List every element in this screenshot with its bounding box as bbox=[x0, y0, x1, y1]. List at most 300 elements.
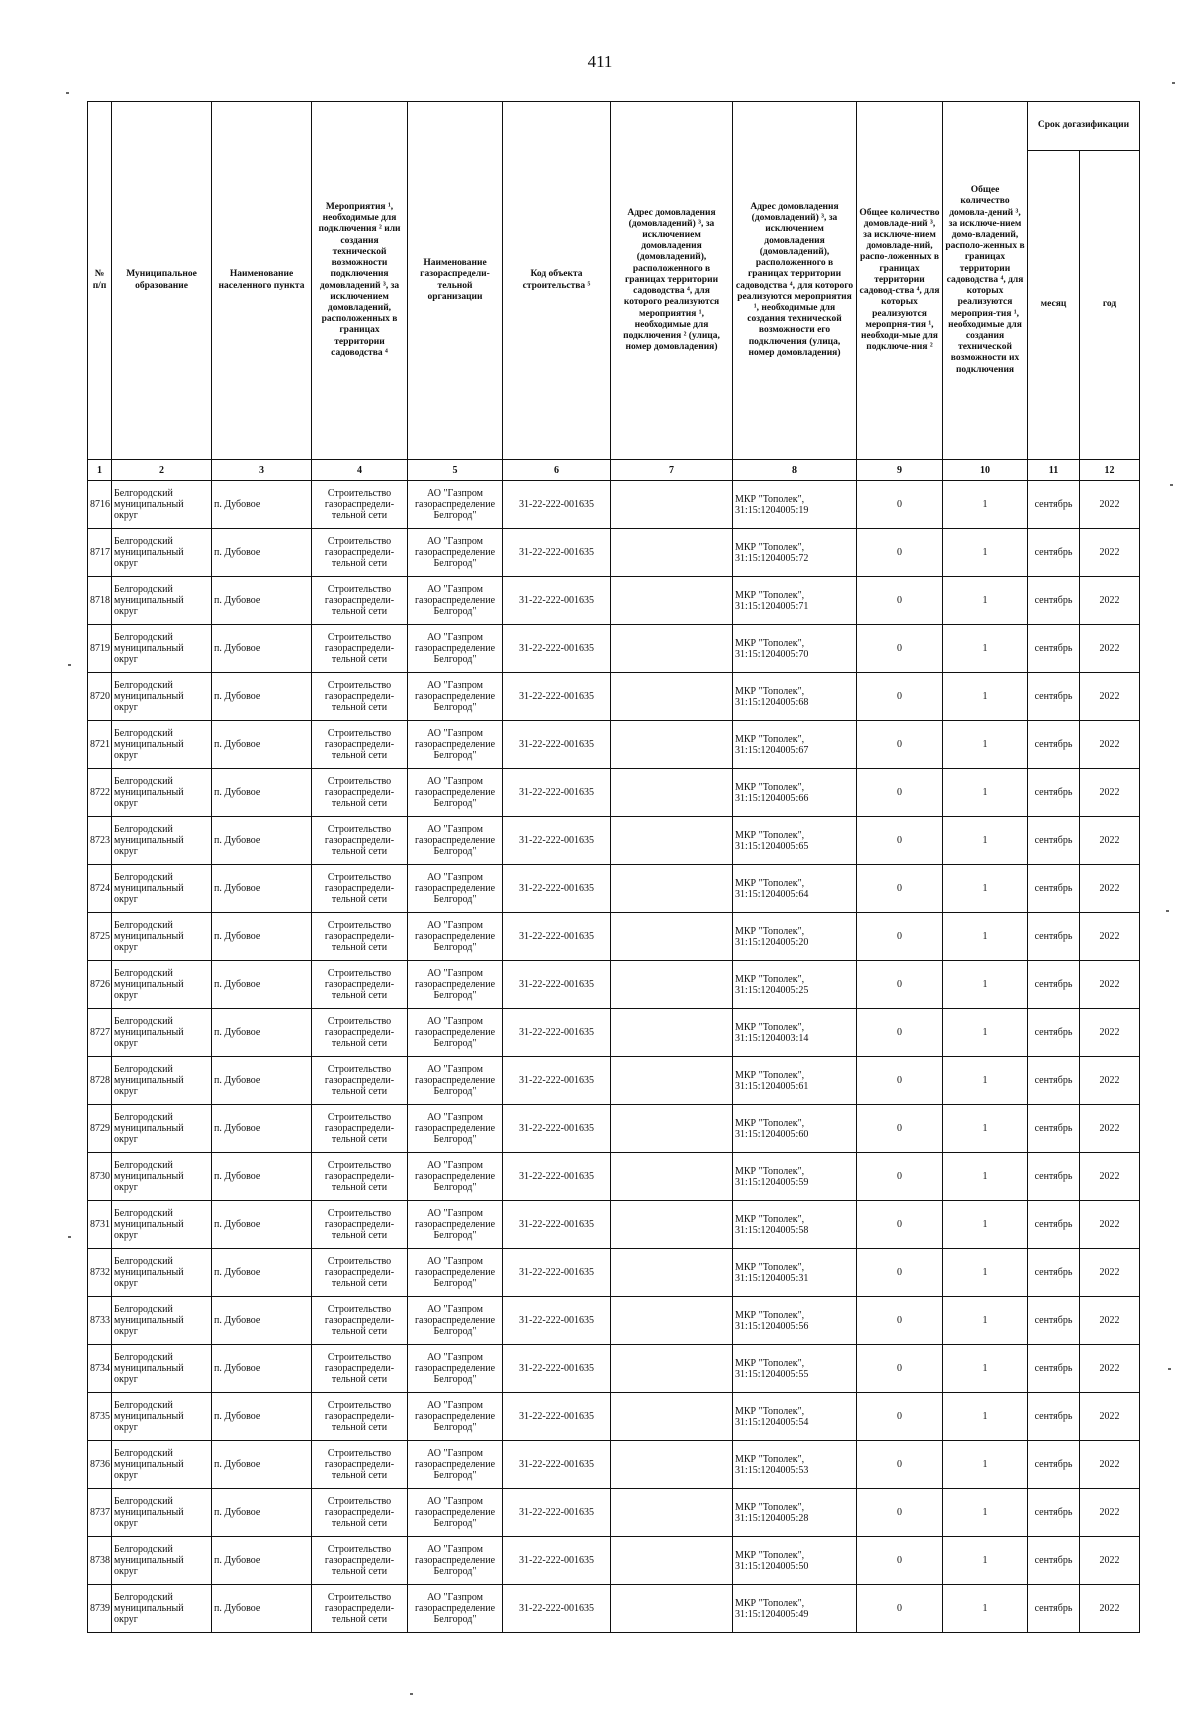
address-connection-cell bbox=[611, 1057, 733, 1105]
settlement-cell: п. Дубовое bbox=[212, 1489, 312, 1537]
header-settlement: Наименование населенного пункта bbox=[212, 102, 312, 460]
scan-speck bbox=[68, 1236, 71, 1238]
gas-organization-cell: АО "Газпром газораспределение Белгород" bbox=[408, 865, 503, 913]
measure-cell: Строительство газораспредели-тельной сети bbox=[312, 625, 408, 673]
address-connection-cell bbox=[611, 961, 733, 1009]
year-cell: 2022 bbox=[1080, 1105, 1140, 1153]
gas-organization-cell: АО "Газпром газораспределение Белгород" bbox=[408, 1537, 503, 1585]
month-cell: сентябрь bbox=[1028, 961, 1080, 1009]
municipality-cell: Белгородский муниципальный округ bbox=[112, 1153, 212, 1201]
address-technical-cell: МКР "Тополек", 31:15:1204005:53 bbox=[733, 1441, 857, 1489]
municipality-cell: Белгородский муниципальный округ bbox=[112, 1585, 212, 1633]
count-technical-cell: 1 bbox=[943, 625, 1028, 673]
settlement-cell: п. Дубовое bbox=[212, 1441, 312, 1489]
settlement-cell: п. Дубовое bbox=[212, 577, 312, 625]
address-connection-cell bbox=[611, 1537, 733, 1585]
month-cell: сентябрь bbox=[1028, 1297, 1080, 1345]
year-cell: 2022 bbox=[1080, 1585, 1140, 1633]
gas-organization-cell: АО "Газпром газораспределение Белгород" bbox=[408, 1441, 503, 1489]
scan-speck bbox=[66, 92, 69, 94]
count-connection-cell: 0 bbox=[857, 913, 943, 961]
address-technical-cell: МКР "Тополек", 31:15:1204005:71 bbox=[733, 577, 857, 625]
settlement-cell: п. Дубовое bbox=[212, 625, 312, 673]
year-cell: 2022 bbox=[1080, 577, 1140, 625]
municipality-cell: Белгородский муниципальный округ bbox=[112, 1537, 212, 1585]
count-connection-cell: 0 bbox=[857, 1153, 943, 1201]
month-cell: сентябрь bbox=[1028, 673, 1080, 721]
count-connection-cell: 0 bbox=[857, 865, 943, 913]
address-technical-cell: МКР "Тополек", 31:15:1204005:67 bbox=[733, 721, 857, 769]
count-technical-cell: 1 bbox=[943, 817, 1028, 865]
month-cell: сентябрь bbox=[1028, 1249, 1080, 1297]
object-code-cell: 31-22-222-001635 bbox=[503, 1057, 611, 1105]
address-connection-cell bbox=[611, 1297, 733, 1345]
gas-organization-cell: АО "Газпром газораспределение Белгород" bbox=[408, 481, 503, 529]
measure-cell: Строительство газораспредели-тельной сети bbox=[312, 481, 408, 529]
header-municipality: Муниципальное образование bbox=[112, 102, 212, 460]
address-technical-cell: МКР "Тополек", 31:15:1204005:66 bbox=[733, 769, 857, 817]
object-code-cell: 31-22-222-001635 bbox=[503, 1297, 611, 1345]
address-connection-cell bbox=[611, 529, 733, 577]
count-technical-cell: 1 bbox=[943, 1105, 1028, 1153]
column-number: 10 bbox=[943, 460, 1028, 481]
object-code-cell: 31-22-222-001635 bbox=[503, 817, 611, 865]
gas-organization-cell: АО "Газпром газораспределение Белгород" bbox=[408, 1489, 503, 1537]
object-code-cell: 31-22-222-001635 bbox=[503, 481, 611, 529]
address-technical-cell: МКР "Тополек", 31:15:1204005:28 bbox=[733, 1489, 857, 1537]
month-cell: сентябрь bbox=[1028, 481, 1080, 529]
gasification-table bbox=[87, 101, 1140, 1633]
gas-organization-cell: АО "Газпром газораспределение Белгород" bbox=[408, 1201, 503, 1249]
object-code-cell: 31-22-222-001635 bbox=[503, 1441, 611, 1489]
month-cell: сентябрь bbox=[1028, 1489, 1080, 1537]
municipality-cell: Белгородский муниципальный округ bbox=[112, 1105, 212, 1153]
measure-cell: Строительство газораспредели-тельной сети bbox=[312, 817, 408, 865]
header-term: Срок догазификации bbox=[1028, 102, 1140, 151]
municipality-cell: Белгородский муниципальный округ bbox=[112, 481, 212, 529]
header-count-connection: Общее количество домовладе-ний ³, за исключе-нием домовладе-ний, распо-ложенных в границах территории садовод-ства ⁴, для которых реализуются меропрня-тия ¹, необходи-мые для подключе-ния ² bbox=[857, 102, 943, 460]
count-technical-cell: 1 bbox=[943, 1057, 1028, 1105]
header-year: год bbox=[1080, 151, 1140, 460]
month-cell: сентябрь bbox=[1028, 1105, 1080, 1153]
column-number: 2 bbox=[112, 460, 212, 481]
column-number: 7 bbox=[611, 460, 733, 481]
table-row bbox=[88, 1537, 1140, 1585]
settlement-cell: п. Дубовое bbox=[212, 1105, 312, 1153]
measure-cell: Строительство газораспредели-тельной сети bbox=[312, 529, 408, 577]
count-technical-cell: 1 bbox=[943, 529, 1028, 577]
count-connection-cell: 0 bbox=[857, 817, 943, 865]
table-row bbox=[88, 673, 1140, 721]
measure-cell: Строительство газораспредели-тельной сети bbox=[312, 673, 408, 721]
year-cell: 2022 bbox=[1080, 625, 1140, 673]
object-code-cell: 31-22-222-001635 bbox=[503, 913, 611, 961]
settlement-cell: п. Дубовое bbox=[212, 1201, 312, 1249]
municipality-cell: Белгородский муниципальный округ bbox=[112, 1249, 212, 1297]
address-technical-cell: МКР "Тополек", 31:15:1204005:70 bbox=[733, 625, 857, 673]
month-cell: сентябрь bbox=[1028, 1537, 1080, 1585]
month-cell: сентябрь bbox=[1028, 529, 1080, 577]
settlement-cell: п. Дубовое bbox=[212, 1057, 312, 1105]
count-connection-cell: 0 bbox=[857, 625, 943, 673]
address-connection-cell bbox=[611, 769, 733, 817]
measure-cell: Строительство газораспредели-тельной сети bbox=[312, 1201, 408, 1249]
settlement-cell: п. Дубовое bbox=[212, 817, 312, 865]
address-technical-cell: МКР "Тополек", 31:15:1204005:19 bbox=[733, 481, 857, 529]
measure-cell: Строительство газораспредели-тельной сети bbox=[312, 769, 408, 817]
count-connection-cell: 0 bbox=[857, 721, 943, 769]
address-connection-cell bbox=[611, 1105, 733, 1153]
row-number: 8718 bbox=[88, 577, 112, 625]
address-technical-cell: МКР "Тополек", 31:15:1204005:31 bbox=[733, 1249, 857, 1297]
count-technical-cell: 1 bbox=[943, 1441, 1028, 1489]
municipality-cell: Белгородский муниципальный округ bbox=[112, 769, 212, 817]
scan-speck bbox=[1170, 484, 1173, 486]
settlement-cell: п. Дубовое bbox=[212, 673, 312, 721]
municipality-cell: Белгородский муниципальный округ bbox=[112, 625, 212, 673]
object-code-cell: 31-22-222-001635 bbox=[503, 673, 611, 721]
table-row bbox=[88, 1585, 1140, 1633]
settlement-cell: п. Дубовое bbox=[212, 1249, 312, 1297]
header-number: № п/п bbox=[88, 102, 112, 460]
table-row bbox=[88, 817, 1140, 865]
address-technical-cell: МКР "Тополек", 31:15:1204005:54 bbox=[733, 1393, 857, 1441]
header-row bbox=[88, 102, 1140, 151]
municipality-cell: Белгородский муниципальный округ bbox=[112, 673, 212, 721]
row-number: 8730 bbox=[88, 1153, 112, 1201]
object-code-cell: 31-22-222-001635 bbox=[503, 625, 611, 673]
count-connection-cell: 0 bbox=[857, 769, 943, 817]
count-connection-cell: 0 bbox=[857, 529, 943, 577]
object-code-cell: 31-22-222-001635 bbox=[503, 865, 611, 913]
measure-cell: Строительство газораспредели-тельной сети bbox=[312, 1105, 408, 1153]
row-number: 8736 bbox=[88, 1441, 112, 1489]
count-technical-cell: 1 bbox=[943, 1585, 1028, 1633]
object-code-cell: 31-22-222-001635 bbox=[503, 1489, 611, 1537]
settlement-cell: п. Дубовое bbox=[212, 481, 312, 529]
column-number: 6 bbox=[503, 460, 611, 481]
gas-organization-cell: АО "Газпром газораспределение Белгород" bbox=[408, 1393, 503, 1441]
year-cell: 2022 bbox=[1080, 1201, 1140, 1249]
gas-organization-cell: АО "Газпром газораспределение Белгород" bbox=[408, 1153, 503, 1201]
settlement-cell: п. Дубовое bbox=[212, 1153, 312, 1201]
measure-cell: Строительство газораспредели-тельной сети bbox=[312, 961, 408, 1009]
row-number: 8735 bbox=[88, 1393, 112, 1441]
object-code-cell: 31-22-222-001635 bbox=[503, 1153, 611, 1201]
settlement-cell: п. Дубовое bbox=[212, 529, 312, 577]
table-row bbox=[88, 1489, 1140, 1537]
count-connection-cell: 0 bbox=[857, 673, 943, 721]
header-gas-organization: Наименование газораспредели-тельной организации bbox=[408, 102, 503, 460]
count-connection-cell: 0 bbox=[857, 1201, 943, 1249]
measure-cell: Строительство газораспредели-тельной сети bbox=[312, 1057, 408, 1105]
gas-organization-cell: АО "Газпром газораспределение Белгород" bbox=[408, 817, 503, 865]
year-cell: 2022 bbox=[1080, 913, 1140, 961]
header-measures: Мероприятия ¹, необходимые для подключения ² или создания технической возможности подключения домовладений ³, за исключением домовладений, расположенных в границах территории садоводства ⁴ bbox=[312, 102, 408, 460]
address-connection-cell bbox=[611, 1249, 733, 1297]
gas-organization-cell: АО "Газпром газораспределение Белгород" bbox=[408, 625, 503, 673]
count-technical-cell: 1 bbox=[943, 1345, 1028, 1393]
address-technical-cell: МКР "Тополек", 31:15:1204005:20 bbox=[733, 913, 857, 961]
object-code-cell: 31-22-222-001635 bbox=[503, 1585, 611, 1633]
year-cell: 2022 bbox=[1080, 673, 1140, 721]
object-code-cell: 31-22-222-001635 bbox=[503, 577, 611, 625]
count-connection-cell: 0 bbox=[857, 1489, 943, 1537]
year-cell: 2022 bbox=[1080, 1057, 1140, 1105]
count-connection-cell: 0 bbox=[857, 1393, 943, 1441]
year-cell: 2022 bbox=[1080, 817, 1140, 865]
object-code-cell: 31-22-222-001635 bbox=[503, 1201, 611, 1249]
address-technical-cell: МКР "Тополек", 31:15:1204005:60 bbox=[733, 1105, 857, 1153]
municipality-cell: Белгородский муниципальный округ bbox=[112, 817, 212, 865]
count-technical-cell: 1 bbox=[943, 721, 1028, 769]
table-row bbox=[88, 1393, 1140, 1441]
municipality-cell: Белгородский муниципальный округ bbox=[112, 913, 212, 961]
row-number: 8739 bbox=[88, 1585, 112, 1633]
count-connection-cell: 0 bbox=[857, 1057, 943, 1105]
count-technical-cell: 1 bbox=[943, 769, 1028, 817]
address-connection-cell bbox=[611, 1489, 733, 1537]
column-number: 11 bbox=[1028, 460, 1080, 481]
count-connection-cell: 0 bbox=[857, 1249, 943, 1297]
row-number: 8716 bbox=[88, 481, 112, 529]
table-row bbox=[88, 769, 1140, 817]
year-cell: 2022 bbox=[1080, 529, 1140, 577]
year-cell: 2022 bbox=[1080, 961, 1140, 1009]
month-cell: сентябрь bbox=[1028, 865, 1080, 913]
settlement-cell: п. Дубовое bbox=[212, 769, 312, 817]
object-code-cell: 31-22-222-001635 bbox=[503, 1393, 611, 1441]
year-cell: 2022 bbox=[1080, 1393, 1140, 1441]
table-row bbox=[88, 1105, 1140, 1153]
count-connection-cell: 0 bbox=[857, 1537, 943, 1585]
count-technical-cell: 1 bbox=[943, 865, 1028, 913]
gas-organization-cell: АО "Газпром газораспределение Белгород" bbox=[408, 1585, 503, 1633]
settlement-cell: п. Дубовое bbox=[212, 913, 312, 961]
month-cell: сентябрь bbox=[1028, 769, 1080, 817]
settlement-cell: п. Дубовое bbox=[212, 865, 312, 913]
row-number: 8732 bbox=[88, 1249, 112, 1297]
object-code-cell: 31-22-222-001635 bbox=[503, 1249, 611, 1297]
count-technical-cell: 1 bbox=[943, 1009, 1028, 1057]
address-connection-cell bbox=[611, 1009, 733, 1057]
scan-speck bbox=[1172, 82, 1175, 84]
municipality-cell: Белгородский муниципальный округ bbox=[112, 1201, 212, 1249]
month-cell: сентябрь bbox=[1028, 1153, 1080, 1201]
gas-organization-cell: АО "Газпром газораспределение Белгород" bbox=[408, 1105, 503, 1153]
year-cell: 2022 bbox=[1080, 1441, 1140, 1489]
address-connection-cell bbox=[611, 625, 733, 673]
year-cell: 2022 bbox=[1080, 1489, 1140, 1537]
address-connection-cell bbox=[611, 1585, 733, 1633]
municipality-cell: Белгородский муниципальный округ bbox=[112, 1393, 212, 1441]
gas-organization-cell: АО "Газпром газораспределение Белгород" bbox=[408, 721, 503, 769]
object-code-cell: 31-22-222-001635 bbox=[503, 1105, 611, 1153]
municipality-cell: Белгородский муниципальный округ bbox=[112, 577, 212, 625]
count-technical-cell: 1 bbox=[943, 1297, 1028, 1345]
table-body bbox=[88, 481, 1140, 1633]
row-number: 8717 bbox=[88, 529, 112, 577]
address-technical-cell: МКР "Тополек", 31:15:1204003:14 bbox=[733, 1009, 857, 1057]
municipality-cell: Белгородский муниципальный округ bbox=[112, 1441, 212, 1489]
settlement-cell: п. Дубовое bbox=[212, 1585, 312, 1633]
settlement-cell: п. Дубовое bbox=[212, 1009, 312, 1057]
row-number: 8726 bbox=[88, 961, 112, 1009]
count-technical-cell: 1 bbox=[943, 1393, 1028, 1441]
scan-speck bbox=[1166, 910, 1169, 912]
row-number: 8733 bbox=[88, 1297, 112, 1345]
year-cell: 2022 bbox=[1080, 1153, 1140, 1201]
year-cell: 2022 bbox=[1080, 1297, 1140, 1345]
address-connection-cell bbox=[611, 577, 733, 625]
measure-cell: Строительство газораспредели-тельной сети bbox=[312, 1441, 408, 1489]
table-row bbox=[88, 721, 1140, 769]
month-cell: сентябрь bbox=[1028, 577, 1080, 625]
month-cell: сентябрь bbox=[1028, 1345, 1080, 1393]
municipality-cell: Белгородский муниципальный округ bbox=[112, 721, 212, 769]
row-number: 8720 bbox=[88, 673, 112, 721]
table-row bbox=[88, 1009, 1140, 1057]
address-technical-cell: МКР "Тополек", 31:15:1204005:68 bbox=[733, 673, 857, 721]
row-number: 8738 bbox=[88, 1537, 112, 1585]
address-technical-cell: МКР "Тополек", 31:15:1204005:64 bbox=[733, 865, 857, 913]
measure-cell: Строительство газораспредели-тельной сети bbox=[312, 1249, 408, 1297]
count-connection-cell: 0 bbox=[857, 481, 943, 529]
table-row bbox=[88, 577, 1140, 625]
row-number: 8727 bbox=[88, 1009, 112, 1057]
municipality-cell: Белгородский муниципальный округ bbox=[112, 865, 212, 913]
address-connection-cell bbox=[611, 1393, 733, 1441]
row-number: 8731 bbox=[88, 1201, 112, 1249]
month-cell: сентябрь bbox=[1028, 721, 1080, 769]
address-connection-cell bbox=[611, 721, 733, 769]
count-technical-cell: 1 bbox=[943, 913, 1028, 961]
address-technical-cell: МКР "Тополек", 31:15:1204005:61 bbox=[733, 1057, 857, 1105]
measure-cell: Строительство газораспредели-тельной сети bbox=[312, 865, 408, 913]
municipality-cell: Белгородский муниципальный округ bbox=[112, 1057, 212, 1105]
table-row bbox=[88, 865, 1140, 913]
header-address-technical: Адрес домовладения (домовладений) ³, за исключением домовладения (домовладений), расположенного в границах территории садоводства ⁴, для которого реализуются мероприятия ¹, необходимые для создания технической возможности его подключения (улица, номер домовладения) bbox=[733, 102, 857, 460]
municipality-cell: Белгородский муниципальный округ bbox=[112, 529, 212, 577]
month-cell: сентябрь bbox=[1028, 1441, 1080, 1489]
row-number: 8729 bbox=[88, 1105, 112, 1153]
month-cell: сентябрь bbox=[1028, 625, 1080, 673]
gas-organization-cell: АО "Газпром газораспределение Белгород" bbox=[408, 913, 503, 961]
month-cell: сентябрь bbox=[1028, 1009, 1080, 1057]
measure-cell: Строительство газораспредели-тельной сети bbox=[312, 1393, 408, 1441]
measure-cell: Строительство газораспредели-тельной сети bbox=[312, 1537, 408, 1585]
count-connection-cell: 0 bbox=[857, 1345, 943, 1393]
object-code-cell: 31-22-222-001635 bbox=[503, 1345, 611, 1393]
column-number: 8 bbox=[733, 460, 857, 481]
table-row bbox=[88, 913, 1140, 961]
address-technical-cell: МКР "Тополек", 31:15:1204005:55 bbox=[733, 1345, 857, 1393]
address-technical-cell: МКР "Тополек", 31:15:1204005:50 bbox=[733, 1537, 857, 1585]
count-technical-cell: 1 bbox=[943, 577, 1028, 625]
address-connection-cell bbox=[611, 1345, 733, 1393]
measure-cell: Строительство газораспредели-тельной сети bbox=[312, 577, 408, 625]
address-connection-cell bbox=[611, 1201, 733, 1249]
count-connection-cell: 0 bbox=[857, 1105, 943, 1153]
measure-cell: Строительство газораспредели-тельной сети bbox=[312, 1585, 408, 1633]
month-cell: сентябрь bbox=[1028, 1057, 1080, 1105]
object-code-cell: 31-22-222-001635 bbox=[503, 1009, 611, 1057]
gas-organization-cell: АО "Газпром газораспределение Белгород" bbox=[408, 1009, 503, 1057]
object-code-cell: 31-22-222-001635 bbox=[503, 769, 611, 817]
measure-cell: Строительство газораспредели-тельной сети bbox=[312, 1297, 408, 1345]
year-cell: 2022 bbox=[1080, 865, 1140, 913]
address-connection-cell bbox=[611, 1153, 733, 1201]
gas-organization-cell: АО "Газпром газораспределение Белгород" bbox=[408, 769, 503, 817]
year-cell: 2022 bbox=[1080, 721, 1140, 769]
header-count-technical: Общее количество домовла-дений ³, за исключе-нием домо-владений, располо-женных в границах территории садоводства ⁴, для которых реализуются мероприя-тия ¹, необходимые для создания технической возможности их подключения bbox=[943, 102, 1028, 460]
gas-organization-cell: АО "Газпром газораспределение Белгород" bbox=[408, 673, 503, 721]
month-cell: сентябрь bbox=[1028, 817, 1080, 865]
count-technical-cell: 1 bbox=[943, 1249, 1028, 1297]
count-technical-cell: 1 bbox=[943, 961, 1028, 1009]
table-row bbox=[88, 1249, 1140, 1297]
count-technical-cell: 1 bbox=[943, 1201, 1028, 1249]
address-technical-cell: МКР "Тополек", 31:15:1204005:59 bbox=[733, 1153, 857, 1201]
column-number: 9 bbox=[857, 460, 943, 481]
month-cell: сентябрь bbox=[1028, 1585, 1080, 1633]
column-number: 1 bbox=[88, 460, 112, 481]
month-cell: сентябрь bbox=[1028, 1201, 1080, 1249]
scan-speck bbox=[410, 1693, 413, 1695]
table-row bbox=[88, 1057, 1140, 1105]
header-object-code: Код объекта строительства ⁵ bbox=[503, 102, 611, 460]
gas-organization-cell: АО "Газпром газораспределение Белгород" bbox=[408, 1057, 503, 1105]
scan-speck bbox=[1168, 1368, 1171, 1370]
year-cell: 2022 bbox=[1080, 1249, 1140, 1297]
row-number: 8723 bbox=[88, 817, 112, 865]
settlement-cell: п. Дубовое bbox=[212, 1393, 312, 1441]
row-number: 8719 bbox=[88, 625, 112, 673]
gas-organization-cell: АО "Газпром газораспределение Белгород" bbox=[408, 529, 503, 577]
table-row bbox=[88, 1201, 1140, 1249]
settlement-cell: п. Дубовое bbox=[212, 721, 312, 769]
year-cell: 2022 bbox=[1080, 1537, 1140, 1585]
measure-cell: Строительство газораспредели-тельной сети bbox=[312, 1345, 408, 1393]
measure-cell: Строительство газораспредели-тельной сети bbox=[312, 913, 408, 961]
measure-cell: Строительство газораспредели-тельной сети bbox=[312, 1009, 408, 1057]
table-row bbox=[88, 1345, 1140, 1393]
count-connection-cell: 0 bbox=[857, 1297, 943, 1345]
table-row bbox=[88, 1297, 1140, 1345]
object-code-cell: 31-22-222-001635 bbox=[503, 1537, 611, 1585]
row-number: 8721 bbox=[88, 721, 112, 769]
measure-cell: Строительство газораспредели-тельной сети bbox=[312, 1153, 408, 1201]
page-number: 411 bbox=[587, 52, 613, 71]
count-connection-cell: 0 bbox=[857, 1441, 943, 1489]
table-row bbox=[88, 481, 1140, 529]
year-cell: 2022 bbox=[1080, 481, 1140, 529]
gas-organization-cell: АО "Газпром газораспределение Белгород" bbox=[408, 1297, 503, 1345]
column-number: 12 bbox=[1080, 460, 1140, 481]
address-connection-cell bbox=[611, 481, 733, 529]
measure-cell: Строительство газораспредели-тельной сети bbox=[312, 1489, 408, 1537]
count-technical-cell: 1 bbox=[943, 1537, 1028, 1585]
object-code-cell: 31-22-222-001635 bbox=[503, 529, 611, 577]
count-technical-cell: 1 bbox=[943, 1153, 1028, 1201]
address-technical-cell: МКР "Тополек", 31:15:1204005:49 bbox=[733, 1585, 857, 1633]
object-code-cell: 31-22-222-001635 bbox=[503, 961, 611, 1009]
row-number: 8725 bbox=[88, 913, 112, 961]
column-number: 3 bbox=[212, 460, 312, 481]
table-row bbox=[88, 1441, 1140, 1489]
row-number: 8728 bbox=[88, 1057, 112, 1105]
address-technical-cell: МКР "Тополек", 31:15:1204005:72 bbox=[733, 529, 857, 577]
